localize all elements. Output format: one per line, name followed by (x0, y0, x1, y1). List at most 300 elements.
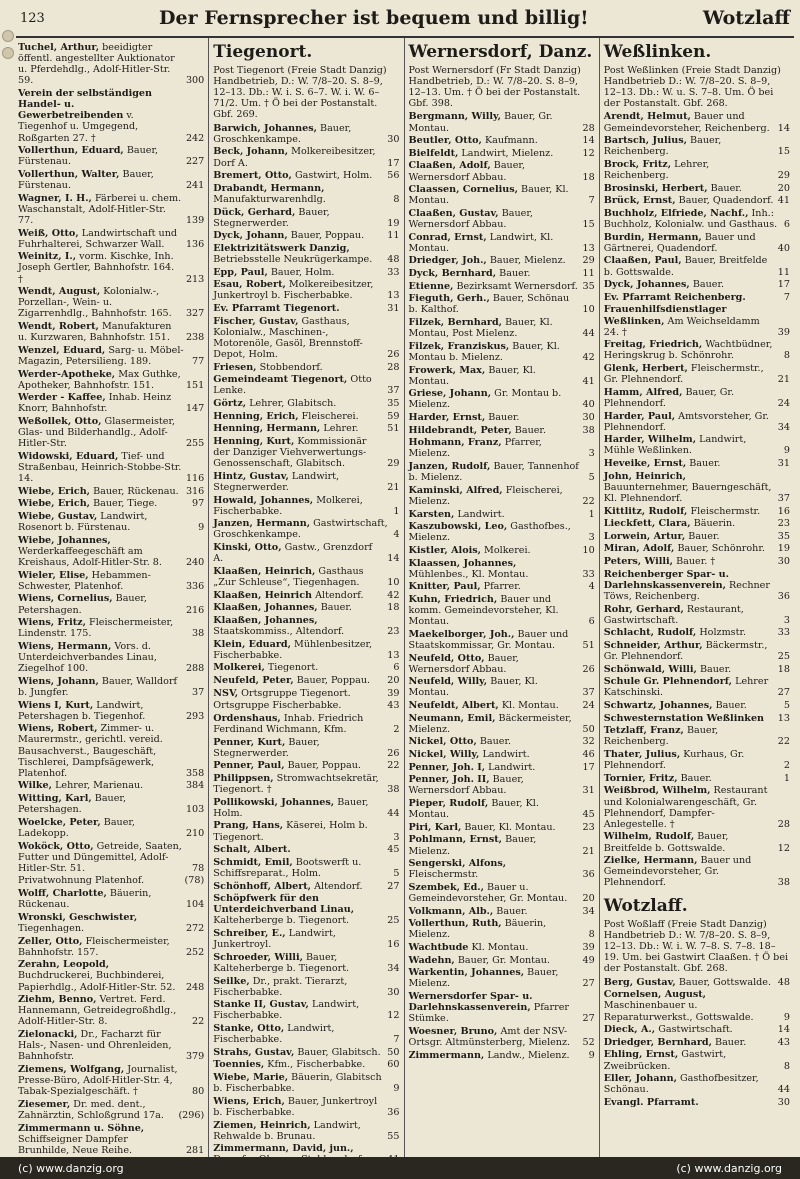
entry-name: Schönhoff, Albert, (213, 880, 312, 892)
entry-text (409, 1026, 583, 1048)
entry-text (409, 461, 589, 483)
directory-entry (604, 785, 790, 830)
phone-number: 80 (192, 1086, 205, 1098)
directory-entry (18, 676, 204, 698)
entry-details: Färberei u. chem. Waschanstalt, Adolf-Hitler-Str. 77. (18, 192, 182, 226)
directory-entry (409, 255, 595, 266)
entry-text (213, 542, 387, 564)
entry-text (409, 967, 583, 989)
directory-entry (604, 195, 790, 206)
entry-details: Fleischerei. (301, 410, 359, 422)
entry-name: Hintz, Gustav, (213, 470, 289, 482)
directory-entry (213, 773, 399, 795)
directory-entry (18, 1123, 204, 1156)
entry-name: Henning, Erich, (213, 410, 299, 422)
directory-entry (409, 594, 595, 627)
phone-number: 139 (185, 214, 205, 226)
entry-text (604, 471, 778, 504)
directory-entry (18, 875, 204, 886)
entry-name: Brosinski, Herbert, (603, 182, 708, 194)
entry-text (18, 228, 186, 250)
phone-number: 21 (387, 481, 400, 493)
entry-name: Evangl. Pfarramt. (603, 1096, 699, 1108)
entry-name: Dyck, Johann, (213, 230, 288, 242)
entry-name: Frowerk, Max, (408, 364, 486, 376)
entry-text (409, 762, 583, 773)
phone-number: 14 (777, 122, 790, 134)
entry-details: Kurhaus, Gr. Plehnendorf. (603, 749, 745, 772)
phone-number: 35 (777, 530, 790, 542)
phone-number: 1 (393, 505, 400, 517)
entry-text (213, 374, 387, 396)
directory-entry (604, 664, 790, 675)
phone-number: 38 (387, 784, 400, 796)
phone-number: 51 (387, 423, 400, 435)
entry-name: Bremert, Otto, (213, 170, 292, 182)
entry-text (409, 736, 583, 747)
directory-entry (18, 994, 204, 1027)
directory-entry (604, 255, 790, 277)
entry-name: Klaassen, Johannes, (408, 557, 517, 569)
directory-entry (604, 1073, 790, 1095)
directory-entry (604, 471, 790, 504)
entry-text (213, 146, 387, 168)
column-2 (208, 38, 403, 1158)
entry-text (18, 486, 186, 497)
entry-name: Piri, Karl, (408, 821, 462, 833)
directory-entry (604, 531, 790, 542)
entry-text (604, 725, 778, 747)
entry-text (18, 1064, 192, 1097)
directory-entry (18, 641, 204, 674)
entry-name: Heveike, Ernst, (603, 458, 687, 470)
entry-details: Landwirt. (457, 508, 505, 520)
entry-name: Beck, Johann, (213, 146, 289, 158)
entry-details: Bäuerin, Glabitsch b. Fischerbabke. (213, 1072, 382, 1095)
phone-number: 30 (777, 556, 790, 568)
directory-entry (213, 1059, 399, 1070)
directory-entry (604, 1097, 790, 1108)
directory-entry (604, 749, 790, 771)
phone-number: 44 (387, 807, 400, 819)
entry-details: Bauer. (710, 182, 742, 194)
entry-details: Bauer, Mielenz. (489, 255, 566, 267)
entry-name: Vollerthun, Walter, (18, 168, 120, 180)
entry-name: Klein, Eduard, (213, 638, 291, 650)
entry-text (213, 243, 387, 265)
entry-text (409, 822, 583, 833)
entry-name: Wiens, Erich, (213, 1095, 285, 1107)
entry-text (18, 1029, 186, 1062)
entry-name: Wagner, I. H., (18, 192, 92, 204)
entry-name: Penner, Joh. II, (408, 774, 490, 786)
entry-name: Fieguth, Gerh., (408, 293, 490, 305)
entry-name: Prang, Hans, (213, 820, 284, 832)
page-header (16, 0, 794, 38)
directory-entry (213, 893, 399, 926)
phone-number: 9 (198, 522, 205, 534)
phone-number: 39 (777, 326, 790, 338)
entry-details: Kfm., Fischerbabke. (267, 1059, 366, 1071)
phone-number: 37 (777, 492, 790, 504)
directory-entry (409, 148, 595, 159)
entry-name: Henning, Hermann, (213, 423, 321, 435)
entry-details: Altendorf. (315, 589, 364, 601)
entry-details: Bauer, Gr. Montau. (457, 954, 550, 966)
phone-number: 36 (387, 1106, 400, 1118)
entry-details: Bäckermstr., Gr. Plehnendorf. (603, 639, 768, 663)
phone-number: 33 (777, 627, 790, 639)
entry-text (604, 640, 778, 662)
phone-number: 242 (185, 132, 205, 144)
entry-text (18, 817, 186, 839)
directory-entry (604, 387, 790, 409)
entry-text (409, 412, 583, 423)
phone-number: 6 (393, 662, 400, 674)
directory-entry (18, 780, 204, 791)
entry-text (213, 398, 387, 409)
phone-number: 16 (387, 939, 400, 951)
entry-name: Philippsen, (213, 772, 274, 784)
entry-name: Ziemen, Heinrich, (213, 1119, 311, 1131)
phone-number: 45 (582, 809, 595, 821)
entry-text (604, 627, 778, 638)
entry-name: Kuhn, Friedrich, (408, 593, 498, 605)
entry-name: Wilhelm, Rudolf, (603, 831, 695, 843)
entry-text (409, 798, 583, 820)
entry-text (18, 641, 186, 674)
phone-number: 59 (387, 410, 400, 422)
entry-text (213, 662, 393, 673)
entry-name: Neufeld, Otto, (408, 652, 485, 664)
directory-entry (604, 627, 790, 638)
entry-text (409, 1050, 589, 1061)
directory-entry (213, 737, 399, 759)
entry-details: Bauer, Tannenhof b. Mielenz. (408, 461, 579, 484)
directory-entry (604, 640, 790, 662)
entry-text (604, 232, 778, 254)
phone-number: 50 (582, 723, 595, 735)
directory-entry (604, 434, 790, 456)
entry-text (604, 159, 778, 181)
directory-entry (604, 977, 790, 988)
entry-details: Landwirt, Fischerbabke. (213, 999, 360, 1022)
entry-details: Gastwirt, Holm. (294, 170, 373, 182)
entry-details: Bauer. (692, 279, 725, 291)
phone-number: 11 (387, 230, 400, 242)
footer-watermark-right: (c) www.danzig.org (676, 1161, 782, 1175)
entry-text (18, 535, 186, 568)
directory-entry (409, 425, 595, 436)
entry-details: Bäuerin, Mielenz. (408, 918, 547, 941)
phone-number: 15 (582, 219, 595, 231)
entry-text (409, 232, 583, 254)
entry-details: Lehrer, Reichenberg. (603, 158, 710, 182)
entry-details: Bauer. (496, 905, 528, 917)
entry-name: Lieckfett, Clara, (603, 518, 691, 530)
entry-name: Tuchel, Arthur, (18, 42, 100, 53)
entry-text (18, 700, 186, 722)
phone-number: 12 (387, 1010, 400, 1022)
entry-text (409, 485, 583, 507)
directory-entry (213, 123, 399, 145)
directory-entry (18, 228, 204, 250)
entry-details: Kommissionär der Danziger Viehverwertungs-Genossenschaft, Glabitsch. (213, 435, 367, 470)
entry-text (409, 293, 583, 315)
entry-text (18, 617, 192, 639)
phone-number: 255 (185, 438, 205, 450)
directory-entry (409, 521, 595, 543)
entry-details: Gastwirtschaft, Groschkenkampe. (213, 518, 388, 541)
directory-entry (409, 485, 595, 507)
entry-details: Inhab. Heinz Knorr, Bahnhofstr. (18, 392, 172, 415)
entry-details: Fleischermstr. (690, 505, 761, 517)
directory-entry (213, 675, 399, 686)
entry-name: Kistler, Alois, (408, 544, 481, 556)
phone-number: 13 (582, 242, 595, 254)
entry-details: Mühlenbesitzer, Fischerbabke. (213, 638, 373, 661)
entry-name: Penner, Paul, (213, 760, 285, 772)
entry-details: Dr., prakt. Tierarzt, Fischerbabke. (213, 975, 348, 998)
phone-number: 5 (783, 700, 790, 712)
entry-text (18, 451, 186, 484)
entry-details: Bauer, Holm. (213, 796, 369, 819)
entry-details: Bauer. † (676, 556, 716, 568)
entry-name: Görtz, (213, 398, 247, 410)
entry-name: Penner, Kurt, (213, 736, 286, 748)
entry-name: Pohlmann, Ernst, (408, 834, 502, 846)
entry-text (409, 700, 583, 711)
entry-details: Landwirt, Fischerbabke. (213, 1023, 335, 1046)
entry-details: Bauer. (488, 412, 520, 424)
entry-name: Schlacht, Rudolf, (603, 627, 697, 639)
phone-number: 2 (783, 760, 790, 772)
entry-details: Amtsvorsteher, Gr. Plehnendorf. (603, 410, 769, 433)
phone-number: 4 (588, 581, 595, 593)
phone-number: 1 (588, 508, 595, 520)
directory-entry (18, 392, 204, 414)
entry-text (213, 857, 393, 879)
entry-name: Harder, Ernst, (408, 412, 486, 424)
phone-number: 30 (582, 412, 595, 424)
entry-name: Eller, Johann, (603, 1073, 677, 1085)
entry-text (18, 780, 186, 791)
entry-name: Kittlitz, Rudolf, (603, 505, 688, 517)
entry-details: Bauer, Stegnerwerder. (213, 206, 330, 229)
directory-entry (18, 286, 204, 319)
directory-entry (18, 936, 204, 958)
directory-entry (18, 169, 204, 191)
entry-name: Claaßen, Gustav, (408, 207, 499, 219)
entry-details: Landwirt, Rosenort b. Fürstenau. (18, 511, 148, 534)
entry-text (409, 774, 583, 796)
phone-number: 213 (185, 273, 205, 285)
entry-text (409, 558, 583, 580)
phone-number: 46 (582, 749, 595, 761)
entry-name: Werder-Apotheke, (18, 368, 116, 380)
entry-name: Wachtbude (408, 942, 469, 954)
entry-name: Wadehn, (408, 954, 455, 966)
entry-text (604, 339, 784, 361)
entry-text (409, 991, 583, 1024)
directory-entry (409, 762, 595, 773)
phone-number: 20 (777, 182, 790, 194)
phone-number: 15 (777, 146, 790, 158)
entry-name: Toennies, (213, 1059, 265, 1071)
entry-name: Tornier, Fritz, (603, 772, 678, 784)
directory-entry (18, 193, 204, 226)
entry-name: Hamm, Alfred, (603, 386, 683, 398)
directory-entry (409, 774, 595, 796)
entry-name: Tetzlaff, Franz, (603, 725, 684, 737)
entry-name: Berg, Gustav, (603, 976, 676, 988)
phone-number: 336 (185, 580, 205, 592)
entry-details: Werderkaffeegeschäft am Kreishaus, Adolf-Hitler-Str. 8. (18, 545, 162, 568)
phone-number: 97 (192, 498, 205, 510)
entry-details: Sarg- u. Möbel-Magazin, Petersilieng. 189. (18, 344, 184, 367)
entry-text (409, 676, 583, 698)
directory-entry (213, 615, 399, 637)
entry-details: Bauer, Wernersdorf Abbau. (408, 774, 524, 797)
phone-number: 34 (387, 962, 400, 974)
entry-details: Maschinenbauer u. Reparaturwerkst., Gottswalde. (603, 1000, 754, 1023)
entry-name: Wiebe, Johannes, (18, 534, 111, 546)
entry-name: Wiens, Hermann, (18, 640, 112, 652)
entry-text (604, 749, 784, 771)
entry-text (18, 875, 185, 886)
entry-name: Nickel, Otto, (408, 736, 477, 748)
entry-name: Schönwald, Willi, (603, 663, 697, 675)
entry-details: beeidigter öffentl. angestellter Auktionator u. Pferdehdlg., Adolf-Hitler-Str. 59. (18, 42, 175, 87)
entry-text (18, 498, 192, 509)
phone-number: 26 (387, 349, 400, 361)
directory-entry (409, 293, 595, 315)
phone-number: 27 (777, 687, 790, 699)
entry-details: Landwirt, Mühle Weßlinken. (603, 434, 747, 457)
directory-entry (409, 834, 595, 856)
phone-number: 34 (582, 905, 595, 917)
entry-text (213, 230, 387, 241)
entry-name: Schroeder, Willi, (213, 951, 303, 963)
entry-name: Wenzel, Eduard, (18, 344, 106, 356)
entry-text (18, 169, 186, 191)
phone-number: 45 (387, 844, 400, 856)
entry-details: Landwirt, Kl. Montau. (408, 231, 554, 254)
entry-name: Glenk, Herbert, (603, 363, 688, 375)
directory-entry (409, 955, 595, 966)
directory-entry (18, 723, 204, 779)
entry-details: Inhab. Friedrich Ferdinand Wichmann, Kfm. (213, 712, 364, 735)
entry-text (409, 317, 583, 339)
entry-name: Friesen, (213, 361, 257, 373)
phone-number: (296) (178, 1109, 205, 1121)
entry-name: Wiens I, Kurt, (18, 699, 94, 711)
directory-entry (409, 713, 595, 735)
entry-name: Lorwein, Artur, (603, 530, 686, 542)
directory-entry (604, 304, 790, 337)
phone-number: 13 (777, 712, 790, 724)
entry-text (213, 1059, 387, 1070)
entry-name: Weißbrod, Wilhelm, (603, 785, 711, 797)
phone-number: 9 (783, 445, 790, 457)
entry-name: Claassen, Cornelius, (408, 184, 518, 196)
entry-details: Bauer und Gärtnerei, Quadendorf. (603, 231, 756, 254)
entry-details: Bauer, Petershagen. (18, 793, 126, 816)
directory-entry (409, 281, 595, 292)
phone-number: 116 (185, 473, 205, 485)
entry-name: Claaßen, Paul, (603, 255, 682, 267)
directory-entry (18, 700, 204, 722)
phone-number: 17 (387, 157, 400, 169)
entry-text (409, 713, 583, 735)
entry-name: Drabandt, Hermann, (213, 182, 325, 194)
entry-name: Warkentin, Johannes, (408, 967, 525, 979)
entry-name: Etienne, (408, 280, 454, 292)
entry-details: Hebammen-Schwester, Platenhof. (18, 569, 151, 592)
phone-number: 26 (582, 663, 595, 675)
entry-name: Schwartz, Johannes, (603, 700, 713, 712)
entry-name: Molkerei, (213, 662, 265, 674)
entry-text (604, 1024, 778, 1035)
entry-details: Kolonialw.-, Porzellan-, Wein- u. Zigarrenhdlg., Bahnhofstr. 165. (18, 286, 172, 320)
entry-details: Bauer, Breitfelde b. Gottswalde. (603, 831, 729, 854)
entry-name: Griese, Johann, (408, 388, 492, 400)
directory-entry (213, 542, 399, 564)
directory-entry (213, 760, 399, 771)
phone-number: 288 (185, 663, 205, 675)
entry-name: Wendt, Robert, (18, 321, 99, 332)
entry-text (604, 773, 784, 784)
entry-text (604, 518, 778, 529)
entry-name: Klaaßen, Heinrich, (213, 565, 316, 577)
entry-name: Brock, Fritz, (603, 158, 672, 170)
entry-text (604, 208, 784, 230)
entry-details: Bauer, Reichenberg. (603, 725, 719, 748)
entry-name: Stanke II, Gustav, (213, 999, 309, 1011)
phone-number: 104 (185, 899, 205, 911)
phone-number: 136 (185, 238, 205, 250)
entry-text (213, 303, 387, 314)
entry-details: Bauer. (715, 1036, 747, 1048)
entry-details: Bauer, Wernersdorf Abbau. (408, 160, 525, 183)
entry-details: Gasthaus, Kolonialw., Maschinen-, Motorenöle, Gasöl, Brennstoff-Depot, Holm. (213, 315, 363, 361)
entry-details: Molkerei, Fischerbabke. (213, 494, 363, 517)
entry-details: Bauer, Petershagen. (18, 593, 147, 616)
entry-text (213, 1120, 387, 1142)
phone-number: 32 (582, 736, 595, 748)
entry-details: Gastwirtschaft. (658, 1024, 733, 1036)
entry-name: Schneider, Arthur, (603, 639, 703, 651)
phone-number: 44 (777, 1084, 790, 1096)
directory-entry (409, 135, 595, 146)
directory-entry (18, 912, 204, 934)
phone-number: 151 (185, 379, 205, 391)
phone-number: 10 (582, 544, 595, 556)
entry-details: Bauer, Stegnerwerder. (213, 736, 320, 759)
entry-name: Wilke, (18, 780, 52, 792)
directory-entry (213, 928, 399, 950)
entry-text (409, 184, 589, 206)
directory-entry (213, 797, 399, 819)
entry-name: Dieck, A., (603, 1024, 656, 1036)
entry-details: Landw., Mielenz. (487, 1049, 570, 1061)
directory-entry (604, 518, 790, 529)
entry-text (18, 593, 186, 615)
phone-number: 8 (393, 193, 400, 205)
entry-text (604, 855, 778, 888)
entry-name: Ziemens, Wolfgang, (18, 1063, 125, 1075)
entry-name: Cornelsen, August, (603, 989, 706, 1001)
